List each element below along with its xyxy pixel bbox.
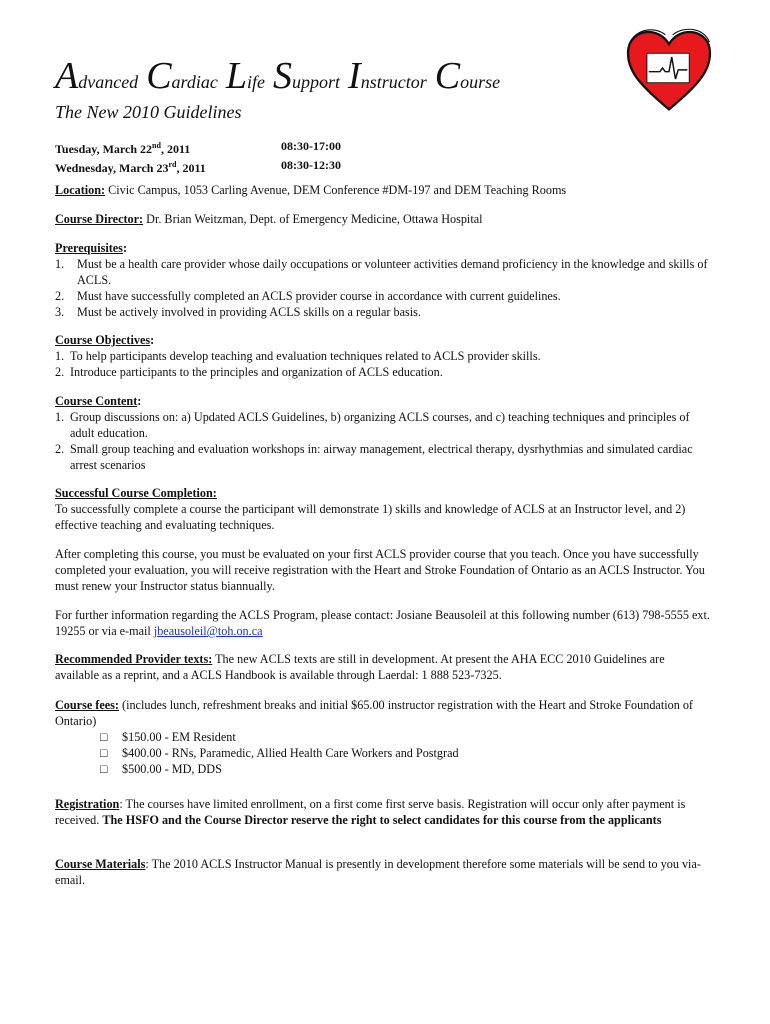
texts-label: Recommended Provider texts: [55, 652, 213, 666]
materials-label: Course Materials [55, 857, 146, 871]
completion-paragraph: To successfully complete a course the participant will demonstrate 1) skills and knowledge of ACLS at an Instructor level, and 2) effective teaching and evaluating techniques. [55, 502, 686, 532]
title-word: Cardiac [146, 55, 218, 97]
email-link[interactable]: jbeausoleil@toh.on.ca [153, 624, 263, 638]
checkbox-bullet-icon: □ [100, 730, 108, 744]
content-section: Course Content: 1. Group discussions on: a) Updated ACLS Guidelines, b) organizing ACLS courses, and c) teaching techniques and principles of adult education. 2. Small group teaching and evaluation workshops in: airway management, electrical therapy, dysrhythmias and simulated cardiac arrest scenarios [55, 393, 710, 473]
registration-label: Registration [55, 797, 120, 811]
list-item: 2. Small group teaching and evaluation workshops in: airway management, electrical therapy, dysrhythmias and simulated cardiac arrest scenarios [55, 442, 693, 472]
list-item: 3. Must be actively involved in providing ACLS skills on a regular basis. [55, 305, 421, 319]
schedule-time: 08:30-17:00 [281, 139, 341, 153]
contact-paragraph: For further information regarding the ACLS Program, please contact: Josiane Beausoleil at this following number (613) 798-5555 ext. 19255 or via e-mail jbeausoleil@toh.on.ca [55, 608, 710, 638]
list-item: 1. To help participants develop teaching and evaluation techniques related to ACLS provider skills. [55, 349, 541, 363]
fee-item: □ $400.00 - RNs, Paramedic, Allied Health Care Workers and Postgrad [100, 746, 459, 760]
location-paragraph [55, 182, 710, 198]
completion-label: Successful Course Completion: [55, 486, 217, 500]
materials-paragraph: Course Materials: The 2010 ACLS Instructor Manual is presently in development therefore some materials will be send to you via-email. [55, 857, 701, 887]
list-item: 1. Must be a health care provider whose daily occupations or volunteer activities demand proficiency in the knowledge and skills of ACLS. [55, 257, 708, 287]
list-item: 2. Must have successfully completed an ACLS provider course in accordance with current guidelines. [55, 289, 561, 303]
fee-item: □ $500.00 - MD, DDS [100, 762, 222, 776]
prerequisites-label: Prerequisites [55, 241, 123, 255]
objectives-label: Course Objectives [55, 333, 151, 347]
evaluation-paragraph: After completing this course, you must be evaluated on your first ACLS provider course that you teach. Once you have successfully completed your evaluation, you will receive registration with the Heart and Stroke Foundation of Ontario as an ACLS Instructor. You must renew your Instructor status biannually. [55, 547, 705, 593]
fees-label: Course fees: [55, 698, 119, 712]
schedule-day: Tuesday, March 22nd, 2011 [55, 141, 191, 156]
director-paragraph [55, 211, 710, 227]
checkbox-bullet-icon: □ [100, 762, 108, 776]
prerequisites-section: Prerequisites: 1. Must be a health care provider whose daily occupations or volunteer activities demand proficiency in the knowledge and skills of ACLS. 2. Must have successfully completed an ACLS provider course in accordance with current guidelines. 3. Must be actively involved in providing ACLS skills on a regular basis. [55, 240, 710, 320]
list-item: 1. Group discussions on: a) Updated ACLS Guidelines, b) organizing ACLS courses, and c) teaching techniques and principles of adult education. [55, 410, 690, 440]
title-word: Instructor [348, 55, 427, 97]
fees-section: Course fees: (includes lunch, refreshment breaks and initial $65.00 instructor registration with the Heart and Stroke Foundation of Ontario) □ $150.00 - EM Resident □ $400.00 - RNs, Paramedic, Allied Health Care Workers and Postgrad □ $500.00 - MD, DDS [55, 697, 710, 777]
heart-ecg-logo-icon [623, 22, 715, 114]
director-text: Dr. Brian Weitzman, Dept. of Emergency Medicine, Ottawa Hospital [143, 212, 483, 226]
texts-paragraph: Recommended Provider texts: The new ACLS texts are still in development. At present the AHA ECC 2010 Guidelines are available as a reprint, and a ACLS Handbook is available through Laerdal: 1 888 523-7325. [55, 652, 665, 682]
schedule-time: 08:30-12:30 [281, 158, 341, 172]
schedule [55, 138, 341, 176]
checkbox-bullet-icon: □ [100, 746, 108, 760]
completion-section [55, 485, 710, 533]
registration-paragraph: Registration: The courses have limited enrollment, on a first come first serve basis. Registration will occur only after payment is received. The HSFO and the Course Director reserve the right to select candidates for this course from the applicants [55, 797, 686, 827]
location-label: Location: [55, 183, 106, 197]
fee-item: □ $150.00 - EM Resident [100, 730, 236, 744]
title-word: Course [434, 55, 501, 97]
director-label: Course Director: [55, 212, 144, 226]
title-word: Support [273, 55, 341, 97]
course-title [55, 54, 504, 98]
location-text: Civic Campus, 1053 Carling Avenue, DEM Conference #DM-197 and DEM Teaching Rooms [105, 183, 567, 197]
objectives-section: Course Objectives: 1. To help participants develop teaching and evaluation techniques related to ACLS provider skills. 2. Introduce participants to the principles and organization of ACLS education. [55, 332, 710, 380]
title-word: Life [225, 55, 266, 97]
content-label: Course Content [55, 394, 138, 408]
schedule-row [55, 138, 341, 157]
title-word: Advanced [55, 55, 139, 97]
schedule-row [55, 157, 341, 176]
schedule-day: Wednesday, March 23rd, 2011 [55, 160, 206, 175]
list-item: 2. Introduce participants to the principles and organization of ACLS education. [55, 365, 443, 379]
subtitle: The New 2010 Guidelines [55, 102, 242, 122]
